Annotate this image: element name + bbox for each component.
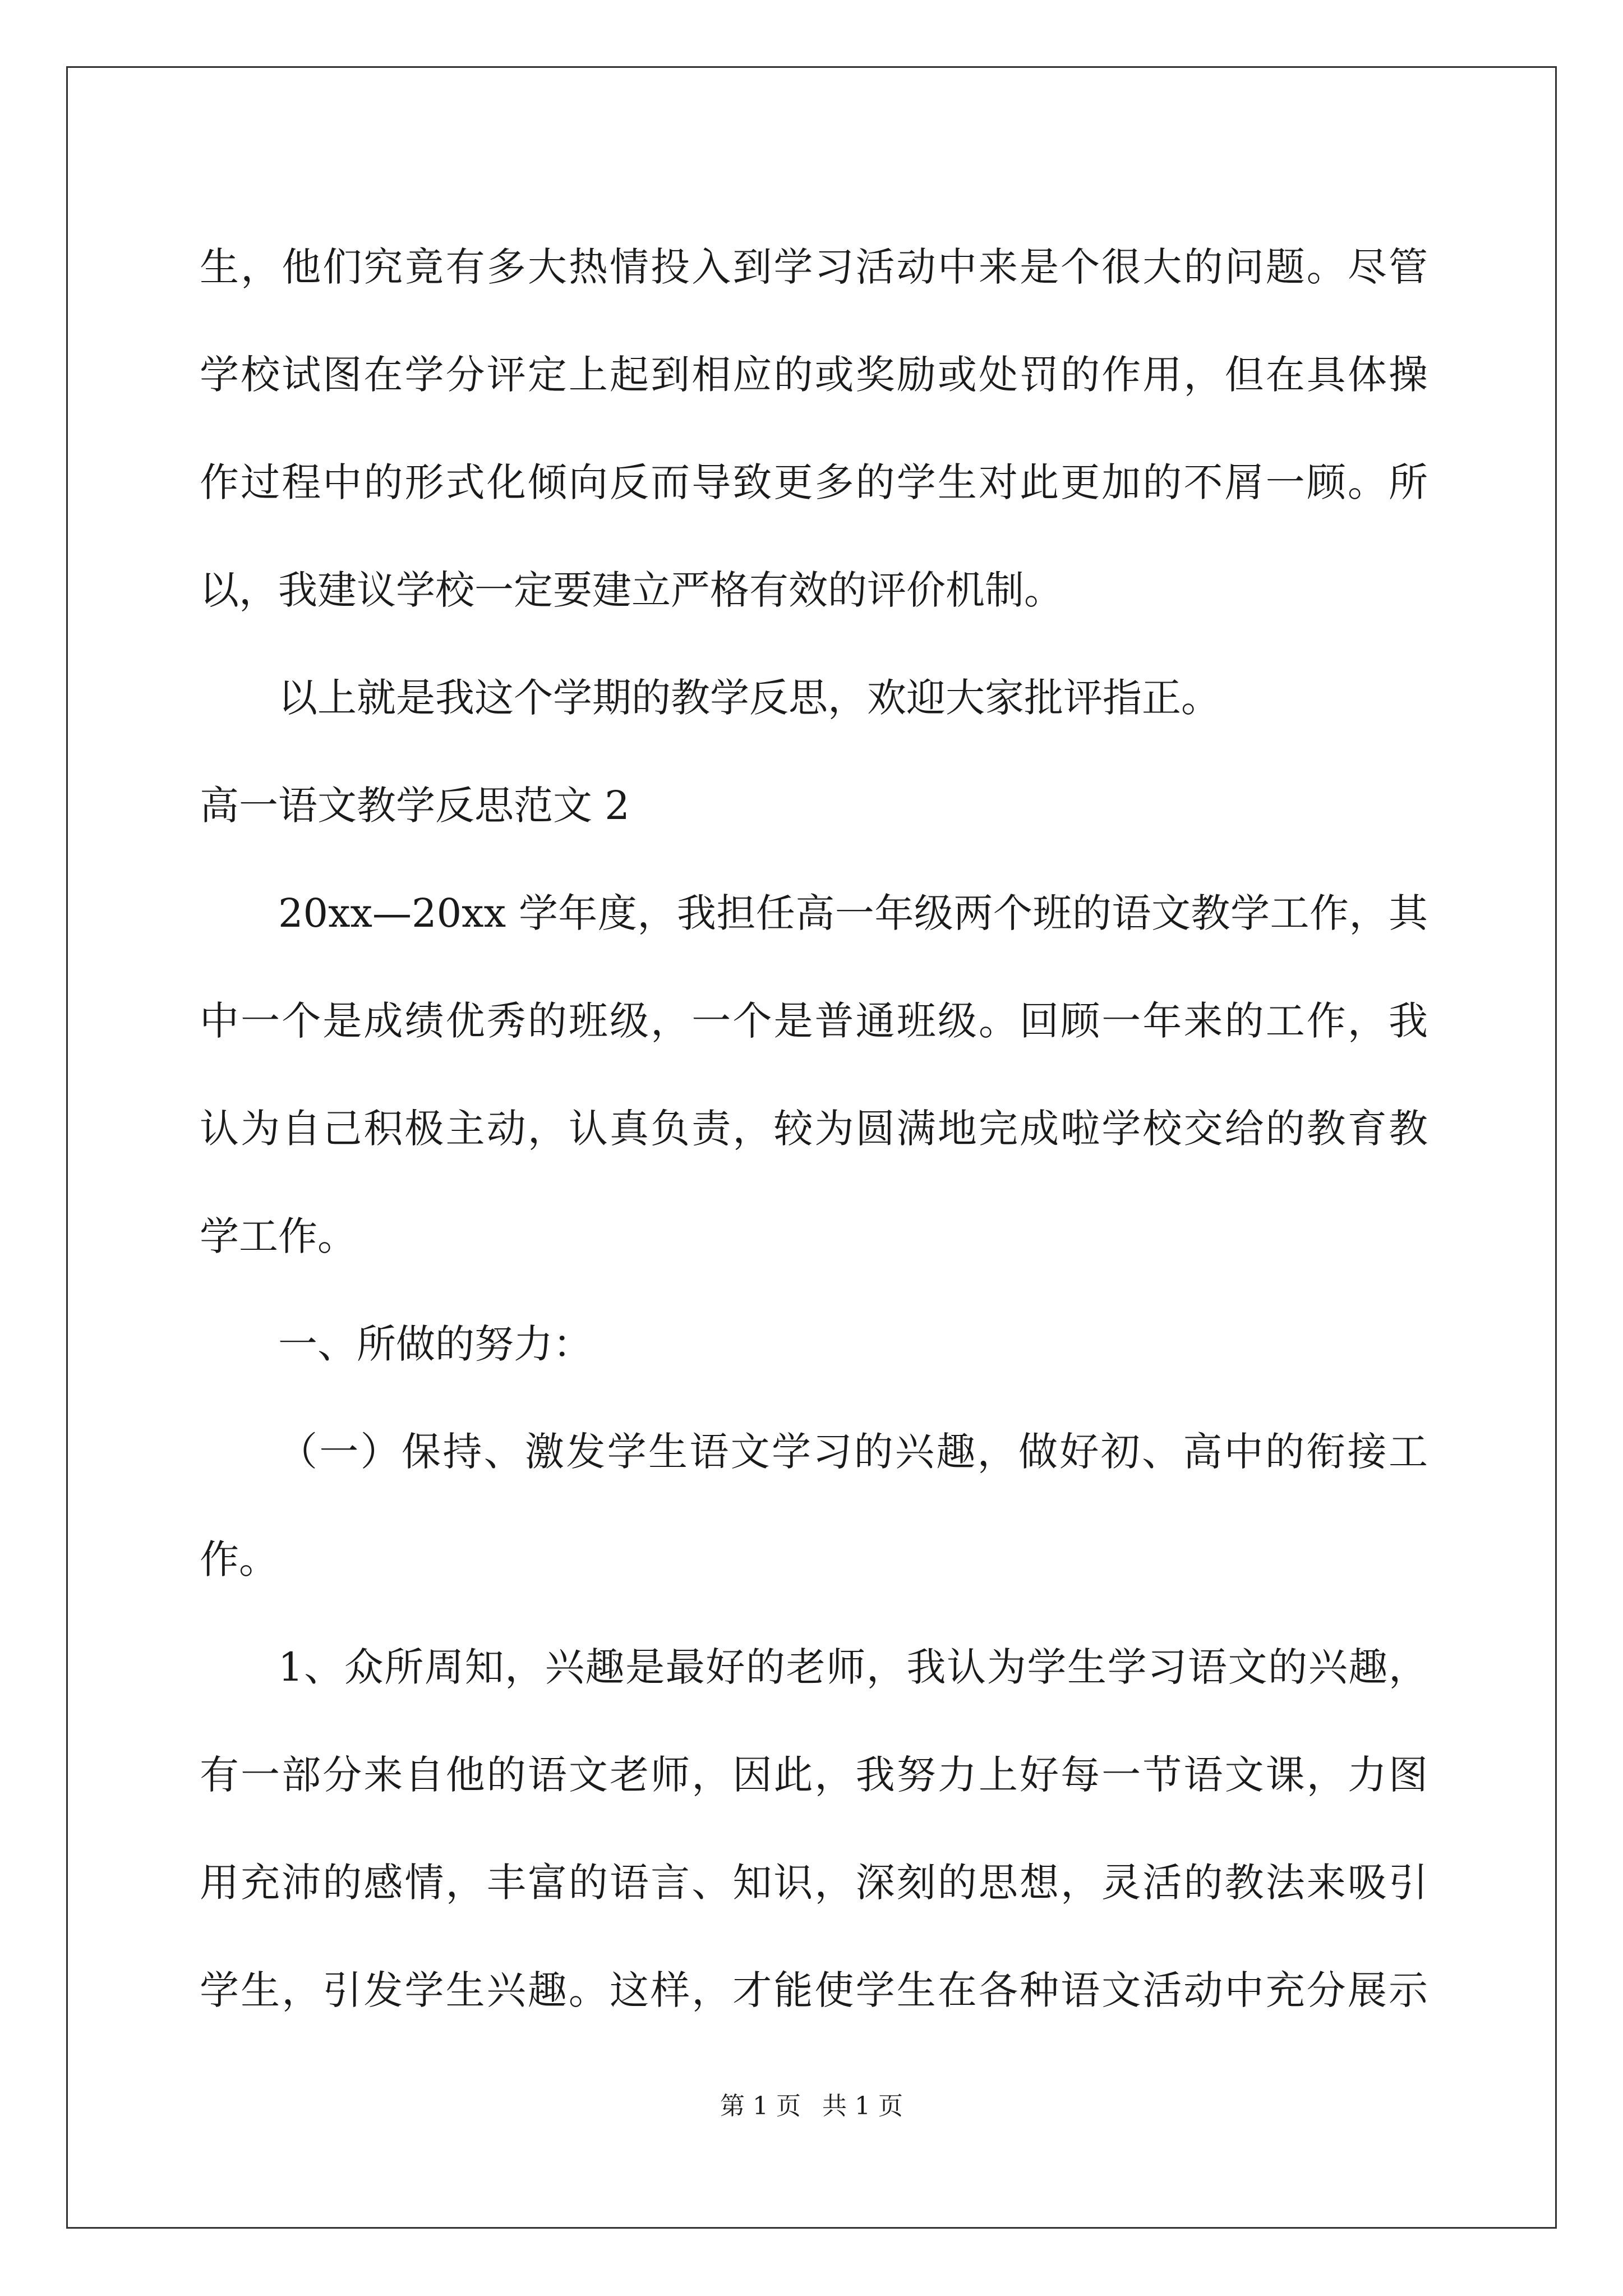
text-line: 用充沛的感情，丰富的语言、知识，深刻的思想，灵活的教法来吸引 — [200, 1860, 1428, 1906]
section-heading: 高一语文教学反思范文 2 — [200, 783, 630, 829]
text-line: 20xx—20xx 学年度，我担任高一年级两个班的语文教学工作，其 — [278, 890, 1428, 936]
text-line: 作。 — [200, 1536, 278, 1582]
text-line: 以，我建议学校一定要建立严格有效的评价机制。 — [200, 567, 1063, 613]
text-line: 学校试图在学分评定上起到相应的或奖励或处罚的作用，但在具体操 — [200, 352, 1428, 398]
text-line: 生，他们究竟有多大热情投入到学习活动中来是个很大的问题。尽管 — [200, 244, 1428, 290]
text-line: 一、所做的努力： — [278, 1321, 592, 1367]
text-line: 1、众所周知，兴趣是最好的老师，我认为学生学习语文的兴趣， — [278, 1644, 1428, 1690]
text-line: 学生，引发学生兴趣。这样，才能使学生在各种语文活动中充分展示 — [200, 1967, 1428, 2013]
page-footer — [0, 2086, 1623, 2122]
text-line: 以上就是我这个学期的教学反思，欢迎大家批评指正。 — [278, 675, 1220, 721]
text-line: 认为自己积极主动，认真负责，较为圆满地完成啦学校交给的教育教 — [200, 1106, 1428, 1152]
text-line: 有一部分来自他的语文老师，因此，我努力上好每一节语文课，力图 — [200, 1752, 1428, 1798]
document-body — [200, 213, 1428, 2044]
page-number: 第 1 页 — [720, 2092, 801, 2120]
page-total: 共 1 页 — [822, 2092, 903, 2120]
text-line: 作过程中的形式化倾向反而导致更多的学生对此更加的不屑一顾。所 — [200, 459, 1428, 505]
text-line: 学工作。 — [200, 1213, 357, 1259]
text-line: （一）保持、激发学生语文学习的兴趣，做好初、高中的衔接工 — [278, 1429, 1428, 1475]
text-line: 中一个是成绩优秀的班级，一个是普通班级。回顾一年来的工作，我 — [200, 998, 1428, 1044]
